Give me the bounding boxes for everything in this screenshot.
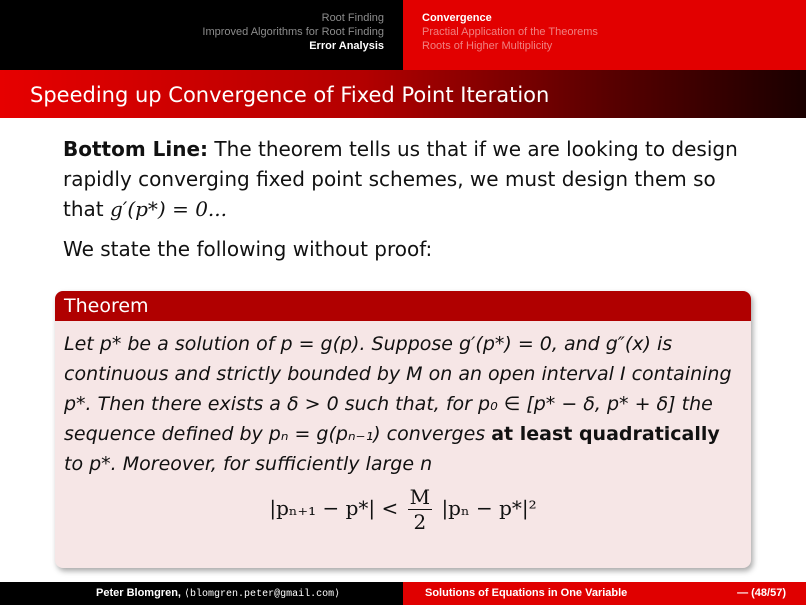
bottom-line-text: The theorem tells us that if we are looking to design rapidly converging fixed point schemes, we must design them so that [63, 137, 738, 221]
nav-subsection-convergence[interactable]: Convergence [422, 12, 492, 24]
footer-author-name: Peter Blomgren, [96, 587, 181, 599]
footer [0, 582, 806, 605]
theorem-heading: Theorem [55, 291, 751, 321]
nav-section-improved-algorithms[interactable]: Improved Algorithms for Root Finding [202, 26, 384, 38]
nav-section-error-analysis[interactable]: Error Analysis [309, 40, 384, 52]
footer-page-number: — (48/57) [737, 587, 786, 599]
footer-left [0, 582, 403, 605]
nav-subsection-higher-multiplicity[interactable]: Roots of Higher Multiplicity [422, 40, 553, 52]
nav-subsection-practical-application[interactable]: Practial Application of the Theorems [422, 26, 598, 38]
section-nav [0, 0, 403, 70]
theorem-block [55, 291, 751, 568]
slide-body [63, 134, 753, 264]
formula-left: |pₙ₊₁ − p*| < [269, 496, 399, 520]
header-navigation [0, 0, 806, 70]
footer-email: ⟨blomgren.peter@gmail.com⟩ [184, 589, 341, 600]
formula-fraction [408, 485, 432, 534]
theorem-body [55, 321, 751, 534]
nav-section-root-finding[interactable]: Root Finding [321, 12, 384, 24]
subsection-nav [403, 0, 806, 70]
formula-denominator: 2 [413, 510, 427, 534]
state-without-proof-text: We state the following without proof: [63, 237, 433, 261]
formula-numerator: M [409, 485, 431, 509]
bottom-line-paragraph [63, 134, 753, 224]
bottom-line-label: Bottom Line: [63, 137, 209, 161]
theorem-text-2: to p*. Moreover, for sufficiently large n [64, 453, 433, 475]
bottom-line-math: g′(p*) = 0... [109, 197, 228, 221]
frame-title: Speeding up Convergence of Fixed Point Iteration [30, 83, 550, 107]
theorem-formula [64, 485, 742, 534]
formula-right: |pₙ − p*|² [441, 496, 537, 520]
frame-title-bar [0, 70, 806, 118]
footer-author [96, 587, 340, 600]
theorem-text-1: Let p* be a solution of p = g(p). Suppose g′(p*) = 0, and g″(x) is continuous and strictly bounded by M on an open interval I containing p*. Then there exists a δ > 0 such that, for p₀ ∈ [p* − δ, p* + δ] the sequence defined by pₙ = g(pₙ₋₁) converges [64, 333, 732, 445]
footer-right [403, 582, 806, 605]
theorem-bold-text: at least quadratically [491, 423, 720, 445]
footer-title: Solutions of Equations in One Variable [425, 587, 628, 599]
